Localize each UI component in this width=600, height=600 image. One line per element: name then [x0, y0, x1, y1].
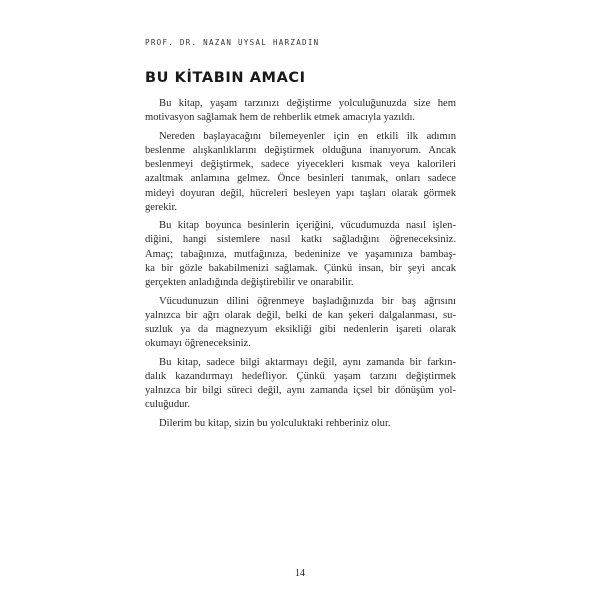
text-line: Amaç; tabağınıza, mutfağınıza, bedeninize ve yaşamınıza bambaş-	[145, 248, 456, 260]
paragraph	[145, 130, 456, 215]
text-line: Dilerim bu kitap, sizin bu yolculuktaki rehberiniz olur.	[159, 417, 391, 429]
paragraph	[145, 356, 456, 413]
text-line: beslenmeyi değiştirmek, sadece yiyecekleri kısmak veya kalorileri	[145, 159, 456, 171]
paragraph	[145, 219, 456, 290]
text-line: dalık kazandırmayı hedefliyor. Çünkü yaşam tarzını değiştirmek	[145, 370, 456, 382]
text-line: suzluk ya da magnezyum eksikliği gibi nedenlerin işareti olarak	[145, 323, 456, 335]
text-line: yalnızca bir bilgi süreci değil, aynı zamanda içsel bir dönüşüm yol-	[145, 385, 456, 397]
text-line: diğini, hangi sistemlere nasıl katkı sağladığını öğreneceksiniz.	[145, 234, 456, 246]
paragraph	[145, 417, 456, 431]
body-text	[145, 97, 456, 435]
section-title: BU KİTABIN AMACI	[145, 70, 306, 86]
paragraph	[145, 295, 456, 352]
text-line: gerekir.	[145, 201, 178, 213]
text-line: Nereden başlayacağını bilemeyenler için en etkili ilk adımın	[159, 130, 456, 142]
text-line: Bu kitap, yaşam tarzınızı değiştirme yolculuğunuzda size hem	[159, 98, 456, 109]
text-line: motivasyon sağlamak hem de rehberlik etmek amacıyla yazıldı.	[145, 112, 416, 124]
text-line: mideyi doyuran değil, hücreleri besleyen yapı taşları olarak görmek	[145, 187, 456, 199]
text-line: yalnızca bir ağrı olarak değil, belki de kan şekeri dalgalanması, su-	[145, 309, 456, 321]
text-line: okumayı öğreneceksiniz.	[145, 338, 251, 350]
paragraph	[145, 97, 456, 125]
text-line: gerçekten anladığında değiştirebilir ve onarabilir.	[145, 277, 354, 289]
running-header: PROF. DR. NAZAN UYSAL HARZADIN	[145, 38, 320, 47]
text-line: Bu kitap, sadece bilgi aktarmayı değil, aynı zamanda bir farkın-	[159, 356, 456, 368]
text-line: culuğudur.	[145, 399, 191, 411]
text-line: ka bir gözle bakabilmenizi sağlamak. Çünkü insan, bir şeyi ancak	[145, 262, 456, 274]
text-line: beslenme alışkanlıklarını değiştirmek olduğuna inanıyorum. Ancak	[145, 144, 456, 156]
text-line: azaltmak anlamına gelmez. Önce besinleri tanımak, onları sadece	[145, 173, 456, 185]
text-line: Vücudunuzun dilini öğrenmeye başladığınızda bir baş ağrısını	[159, 295, 456, 307]
text-line: Bu kitap boyunca besinlerin içeriğini, vücudumuzda nasıl işlen-	[159, 220, 456, 232]
page-number: 14	[295, 568, 305, 579]
